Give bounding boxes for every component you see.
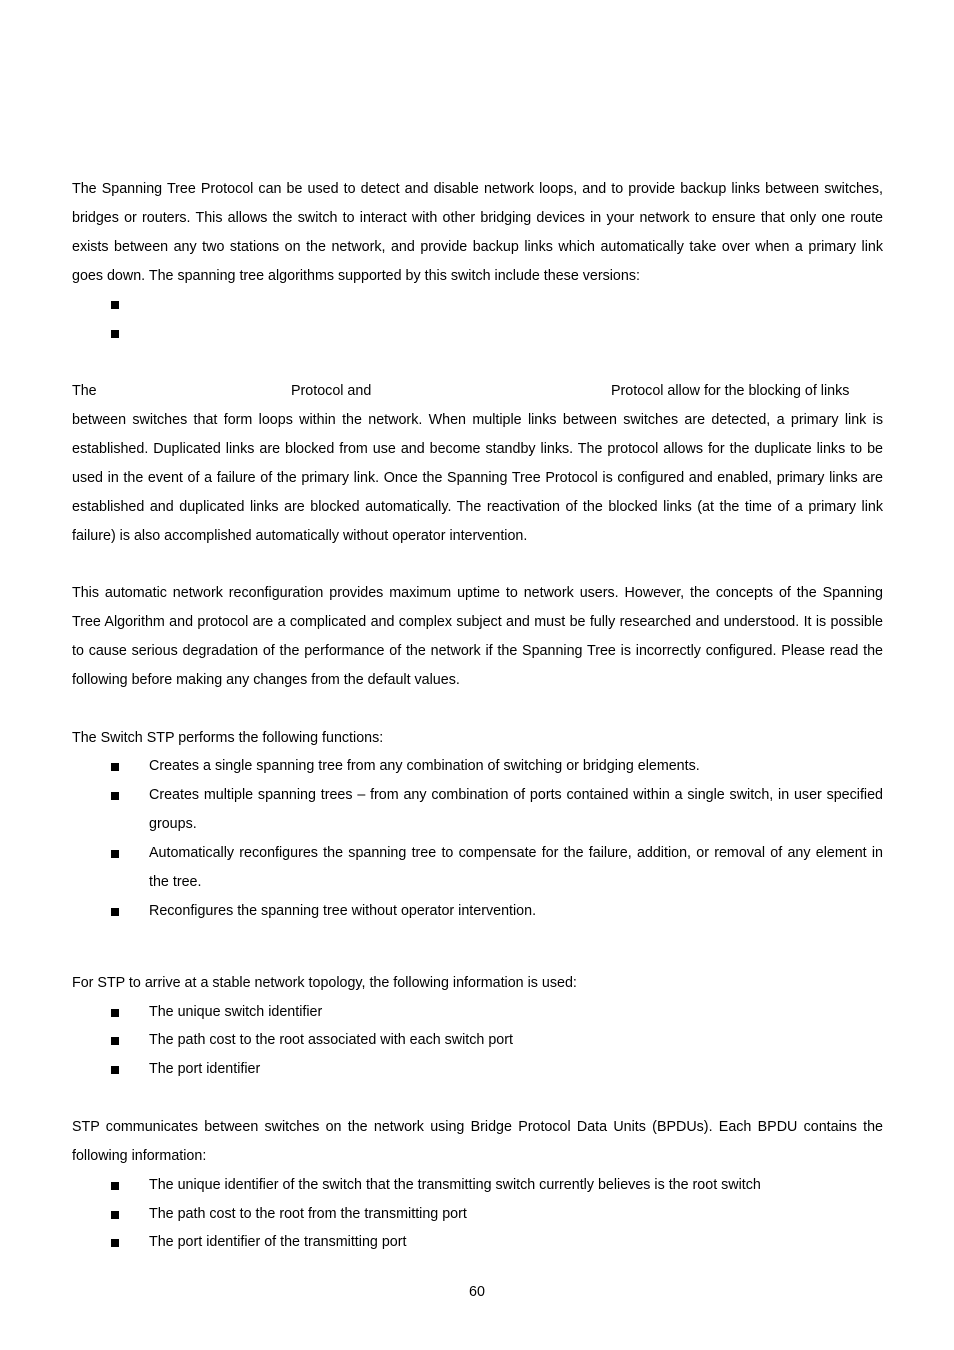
topology-intro: For STP to arrive at a stable network topology, the following information is used: [72,975,577,991]
protocols-fragment: Protocol and [291,383,372,399]
list-item-text: The path cost to the root from the transmitting port [149,1206,467,1222]
bullet-icon [111,1239,119,1247]
functions-intro: The Switch STP performs the following functions: [72,730,384,746]
list-item-text: The port identifier [149,1061,261,1077]
bullet-icon [111,850,119,858]
page-number: 60 [469,1284,485,1300]
bullet-icon [111,792,119,800]
reconfig-line: Tree Algorithm and protocol are a complicated and complex subject and must be fully researched and understood. It is possible [72,614,883,630]
list-item-text: Creates a single spanning tree from any combination of switching or bridging elements. [149,758,700,774]
intro-line: goes down. The spanning tree algorithms supported by this switch include these versions: [72,268,640,284]
bullet-icon [111,908,119,916]
bullet-icon [111,330,119,338]
reconfig-line: This automatic network reconfiguration provides maximum uptime to network users. However, the concepts of the Spanning [72,585,883,601]
bullet-icon [111,763,119,771]
intro-line: exists between any two stations on the network, and provide backup links which automatically take over when a primary link [72,239,883,255]
reconfig-line: following before making any changes from the default values. [72,672,460,688]
list-item-text: groups. [149,816,197,832]
bullet-icon [111,301,119,309]
protocols-line: established and duplicated links are blocked automatically. The reactivation of the blocked links (at the time of a primary link [72,499,883,515]
list-item-text: Creates multiple spanning trees – from any combination of ports contained within a single switch, in user specified [149,787,883,803]
bullet-icon [111,1066,119,1074]
bpdu-line: STP communicates between switches on the network using Bridge Protocol Data Units (BPDUs). Each BPDU contains the [72,1119,883,1135]
protocols-line: established. Duplicated links are blocked from use and become standby links. The protocol allows for the duplicate links to be [72,441,883,457]
intro-line: The Spanning Tree Protocol can be used to detect and disable network loops, and to provide backup links between switches, [72,181,883,197]
list-item-text: the tree. [149,874,202,890]
protocols-line: between switches that form loops within the network. When multiple links between switches are detected, a primary link is [72,412,883,428]
protocols-line: used in the event of a failure of the primary link. Once the Spanning Tree Protocol is configured and enabled, primary links are [72,470,883,486]
bullet-icon [111,1211,119,1219]
bullet-icon [111,1182,119,1190]
protocols-line: failure) is also accomplished automatically without operator intervention. [72,528,528,544]
list-item-text: Reconfigures the spanning tree without operator intervention. [149,903,537,919]
list-item-text: Automatically reconfigures the spanning tree to compensate for the failure, addition, or removal of any element in [149,845,883,861]
bpdu-line: following information: [72,1148,207,1164]
list-item-text: The unique switch identifier [149,1004,323,1020]
list-item-text: The port identifier of the transmitting port [149,1234,407,1250]
reconfig-line: to cause serious degradation of the performance of the network if the Spanning Tree is incorrectly configured. Please read the [72,643,883,659]
bullet-icon [111,1009,119,1017]
list-item-text: The path cost to the root associated with each switch port [149,1032,513,1048]
bullet-icon [111,1037,119,1045]
protocols-fragment: The [72,383,97,399]
intro-line: bridges or routers. This allows the switch to interact with other bridging devices in your network to ensure that only one route [72,210,883,226]
list-item-text: The unique identifier of the switch that the transmitting switch currently believes is the root switch [149,1177,761,1193]
protocols-fragment: Protocol allow for the blocking of links [611,383,850,399]
